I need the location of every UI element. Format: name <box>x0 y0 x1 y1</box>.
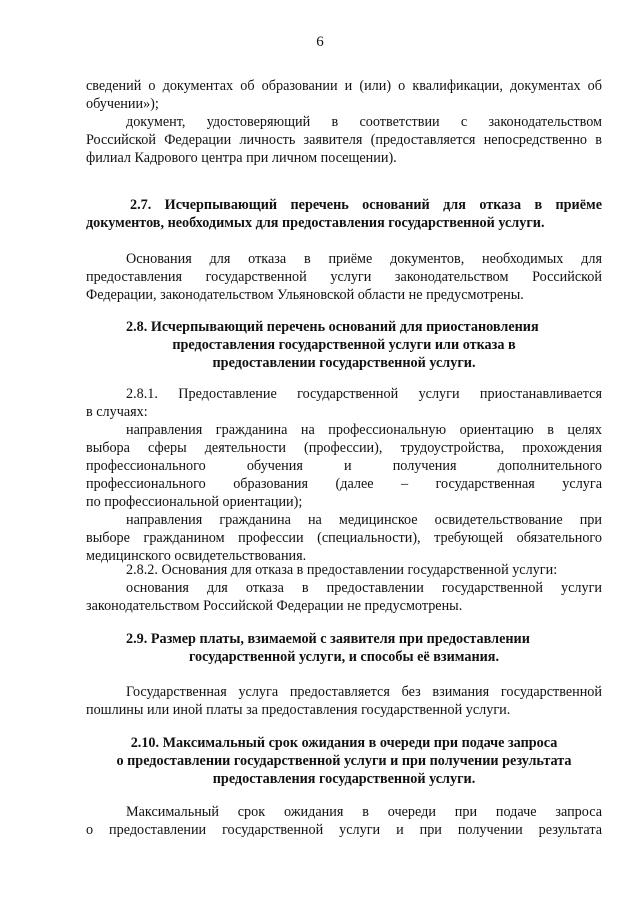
text-line: выбора сферы деятельности (профессии), трудоустройства, прохождения <box>86 440 602 456</box>
text-line: профессионального образования (далее – государственная услуга <box>86 476 602 492</box>
identity-document-paragraph <box>86 113 602 167</box>
heading-line: о предоставлении государственной услуги и при получении результата <box>116 753 572 769</box>
heading-line: государственной услуги, и способы её взимания. <box>188 649 500 665</box>
text-line: законодательством Российской Федерации не предусмотрены. <box>86 598 463 614</box>
text-line: пошлины или иной платы за предоставления государственной услуги. <box>86 702 511 718</box>
heading-line: предоставлении государственной услуги. <box>212 355 476 371</box>
text-line: о предоставлении государственной услуги и при получении результата <box>86 822 602 838</box>
text-line: филиал Кадрового центра при личном посещении). <box>86 150 397 166</box>
page-number: 6 <box>316 34 324 50</box>
section-2-10-heading <box>86 734 602 788</box>
text-line: 2.8.1. Предоставление государственной услуги приостанавливается <box>126 386 602 402</box>
text-line: медицинского освидетельствования. <box>86 548 307 564</box>
career-guidance-paragraph <box>86 421 602 511</box>
section-2-8-1-paragraph <box>86 385 602 421</box>
text-line: направления гражданина на медицинское освидетельствование при <box>126 512 602 528</box>
medical-examination-paragraph <box>86 511 602 565</box>
text-line: выборе гражданином профессии (специальности), требующей обязательного <box>86 530 602 546</box>
section-2-7-heading <box>86 196 602 232</box>
section-2-7-text <box>86 250 602 304</box>
section-2-10-text <box>86 803 602 839</box>
text-line: Государственная услуга предоставляется без взимания государственной <box>126 684 602 700</box>
refusal-grounds-paragraph <box>86 579 602 615</box>
section-2-9-text <box>86 683 602 719</box>
heading-line: 2.9. Размер платы, взимаемой с заявителя при предоставлении <box>126 631 530 647</box>
heading-line: документов, необходимых для предоставления государственной услуги. <box>86 215 545 231</box>
heading-line: предоставления государственной услуги. <box>212 771 476 787</box>
heading-line: 2.10. Максимальный срок ожидания в очереди при подаче запроса <box>130 735 558 751</box>
text-line: предоставления государственной услуги законодательством Российской <box>86 269 602 285</box>
intro-paragraph <box>86 77 602 113</box>
heading-line: предоставления государственной услуги или отказа в <box>172 337 516 353</box>
text-line: Максимальный срок ожидания в очереди при подаче запроса <box>126 804 602 820</box>
text-line: направления гражданина на профессиональную ориентацию в целях <box>126 422 602 438</box>
text-line: по профессиональной ориентации); <box>86 494 303 510</box>
section-2-8-2-paragraph <box>86 561 602 579</box>
text-line: в случаях: <box>86 404 148 420</box>
text-line: Российской Федерации личность заявителя (предоставляется непосредственно в <box>86 132 602 148</box>
text-line: профессионального обучения и получения дополнительного <box>86 458 602 474</box>
text-line: обучении»); <box>86 96 159 112</box>
heading-line: 2.7. Исчерпывающий перечень оснований для отказа в приёме <box>130 197 602 213</box>
text-line: 2.8.2. Основания для отказа в предоставлении государственной услуги: <box>126 562 558 578</box>
section-2-8-heading <box>86 318 602 372</box>
text-line: основания для отказа в предоставлении государственной услуги <box>126 580 602 596</box>
text-line: Федерации, законодательством Ульяновской области не предусмотрены. <box>86 287 524 303</box>
text-line: документ, удостоверяющий в соответствии с законодательством <box>126 114 602 130</box>
heading-line: 2.8. Исчерпывающий перечень оснований для приостановления <box>126 319 539 335</box>
section-2-9-heading <box>86 630 602 666</box>
text-line: сведений о документах об образовании и (или) о квалификации, документах об <box>86 78 602 94</box>
text-line: Основания для отказа в приёме документов, необходимых для <box>126 251 602 267</box>
